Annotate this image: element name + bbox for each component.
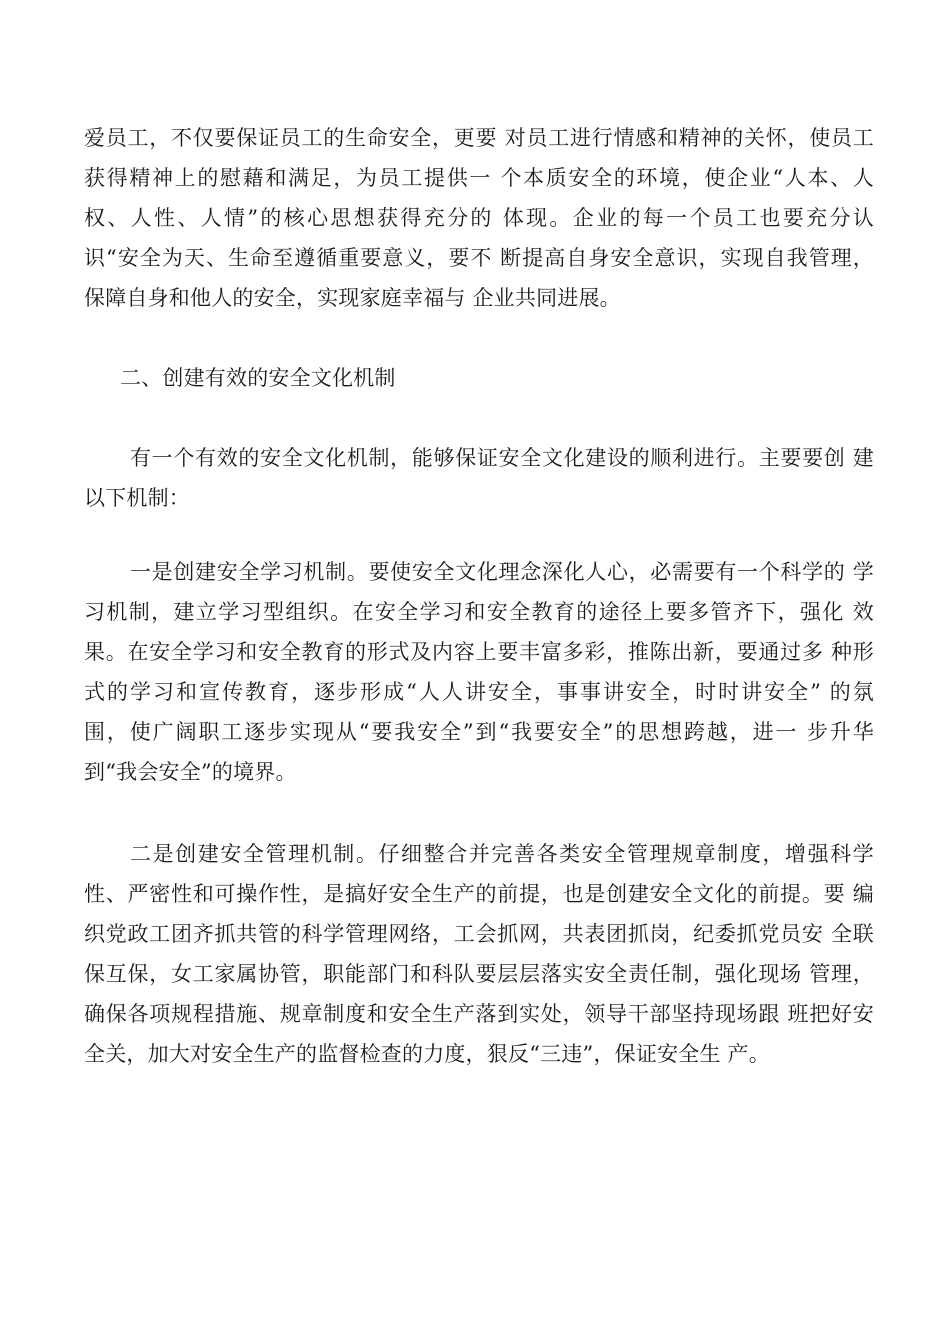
text-line: 性、严密性和可操作性，是搞好安全生产的前提，也是创建安全文化的前提。要 编: [84, 882, 874, 906]
text-line: 织党政工团齐抓共管的科学管理网络，工会抓网，共表团抓岗，纪委抓党员安 全联: [84, 922, 874, 946]
text-line: 有一个有效的安全文化机制，能够保证安全文化建设的顺利进行。主要要创 建: [130, 446, 874, 470]
text-line: 果。在安全学习和安全教育的形式及内容上要丰富多彩，推陈出新，要通过多 种形: [84, 640, 874, 664]
text-line: 式的学习和宣传教育，逐步形成“人人讲安全，事事讲安全，时时讲安全” 的氛: [84, 680, 875, 704]
paragraph-2: [84, 438, 874, 518]
document-page: [84, 118, 874, 1074]
text-line: 到“我会安全”的境界。: [84, 760, 297, 784]
text-line: 爱员工，不仅要保证员工的生命安全，更要 对员工进行情感和精神的关怀，使员工: [84, 126, 874, 150]
text-line: 获得精神上的慰藉和满足，为员工提供一 个本质安全的环境，使企业“人本、人: [84, 166, 874, 190]
text-line: 识“安全为天、生命至遵循重要意义，要不 断提高自身安全意识，实现自我管理，: [84, 246, 874, 270]
paragraph-4: [84, 834, 874, 1074]
text-line: 权、人性、人情”的核心思想获得充分的 体现。企业的每一个员工也要充分认: [84, 206, 874, 230]
heading-text: 二、创建有效的安全文化机制: [120, 366, 396, 390]
text-line: 习机制，建立学习型组织。在安全学习和安全教育的途径上要多管齐下，强化 效: [84, 600, 874, 624]
text-line: 确保各项规程措施、规章制度和安全生产落到实处，领导干部坚持现场跟 班把好安: [84, 1002, 874, 1026]
section-heading: [84, 358, 874, 398]
paragraph-1: [84, 118, 874, 318]
text-line: 围，使广阔职工逐步实现从“要我安全”到“我要安全”的思想跨越，进一 步升华: [84, 720, 874, 744]
text-line: 保障自身和他人的安全，实现家庭幸福与 企业共同进展。: [84, 286, 621, 310]
text-line: 一是创建安全学习机制。要使安全文化理念深化人心，必需要有一个科学的 学: [130, 560, 874, 584]
text-line: 全关，加大对安全生产的监督检查的力度，狠反“三违”，保证安全生 产。: [84, 1042, 770, 1066]
text-line: 保互保，女工家属协管，职能部门和科队要层层落实安全责任制，强化现场 管理，: [84, 962, 874, 986]
text-line: 二是创建安全管理机制。仔细整合并完善各类安全管理规章制度，增强科学: [130, 842, 874, 866]
paragraph-3: [84, 552, 874, 792]
text-line: 以下机制：: [84, 486, 190, 510]
